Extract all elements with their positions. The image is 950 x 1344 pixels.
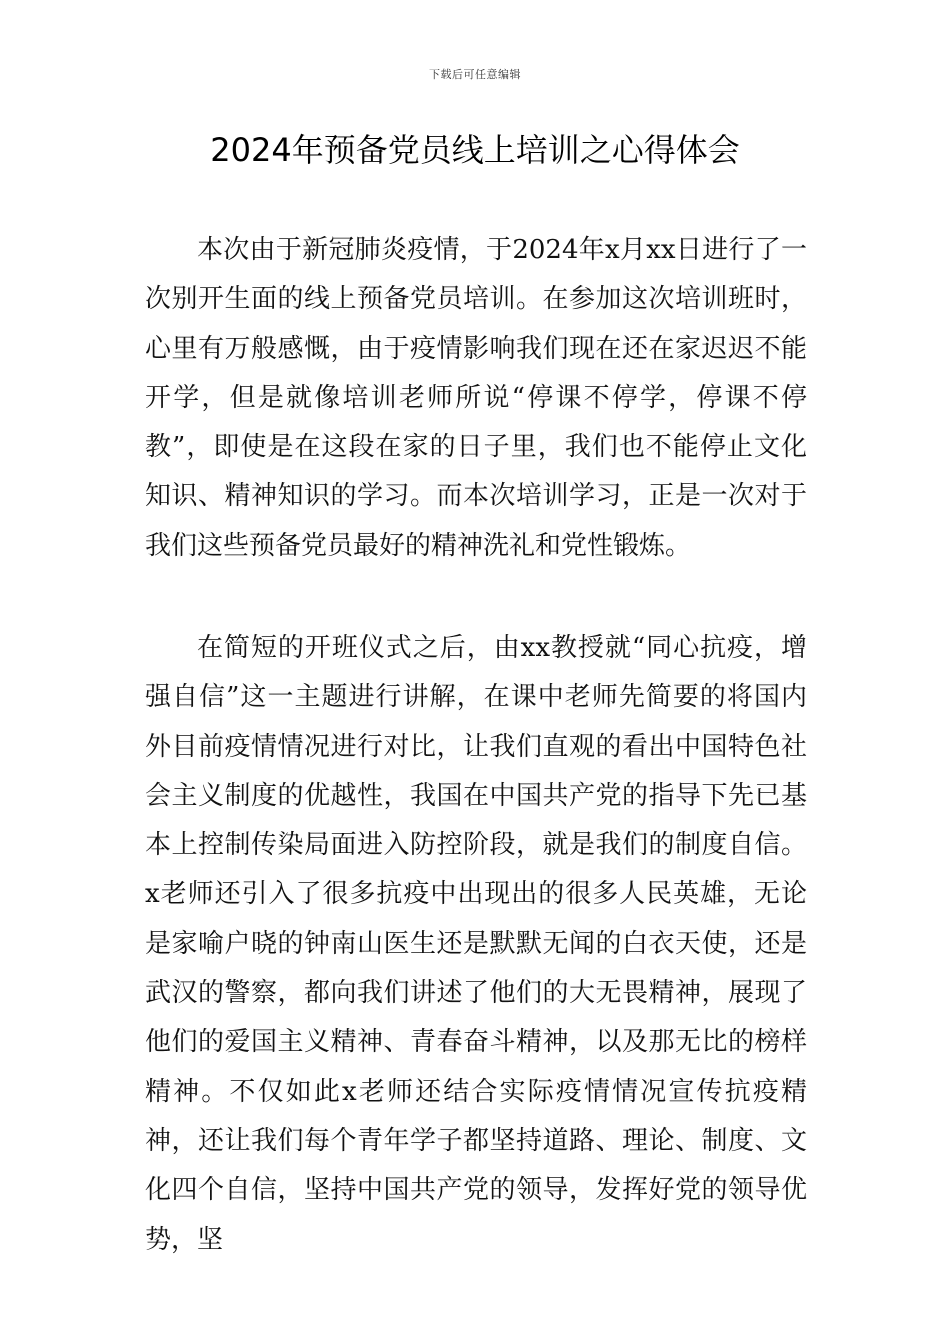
- header-note: 下载后可任意编辑: [429, 68, 521, 81]
- paragraph-1: 本次由于新冠肺炎疫情，于2024年x月xx日进行了一次别开生面的线上预备党员培训。在参加这次培训班时，心里有万般感慨，由于疫情影响我们现在还在家迟迟不能开学，但是就像培训老师所说“停课不停学，停课不停教”，即使是在这段在家的日子里，我们也不能停止文化知识、精神知识的学习。而本次培训学习，正是一次对于我们这些预备党员最好的精神洗礼和党性锻炼。: [145, 235, 807, 561]
- document-title: 2024年预备党员线上培训之心得体会: [210, 131, 740, 169]
- paragraph-2: 在简短的开班仪式之后，由xx教授就“同心抗疫，增强自信”这一主题进行讲解，在课中老师先简要的将国内外目前疫情情况进行对比，让我们直观的看出中国特色社会主义制度的优越性，我国在中国共产党的指导下先已基本上控制传染局面进入防控阶段，就是我们的制度自信。x老师还引入了很多抗疫中出现出的很多人民英雄，无论是家喻户晓的钟南山医生还是默默无闻的白衣天使，还是武汉的警察，都向我们讲述了他们的大无畏精神，展现了他们的爱国主义精神、青春奋斗精神，以及那无比的榜样精神。不仅如此x老师还结合实际疫情情况宣传抗疫精神，还让我们每个青年学子都坚持道路、理论、制度、文化四个自信，坚持中国共产党的领导，发挥好党的领导优势，坚: [145, 633, 807, 1255]
